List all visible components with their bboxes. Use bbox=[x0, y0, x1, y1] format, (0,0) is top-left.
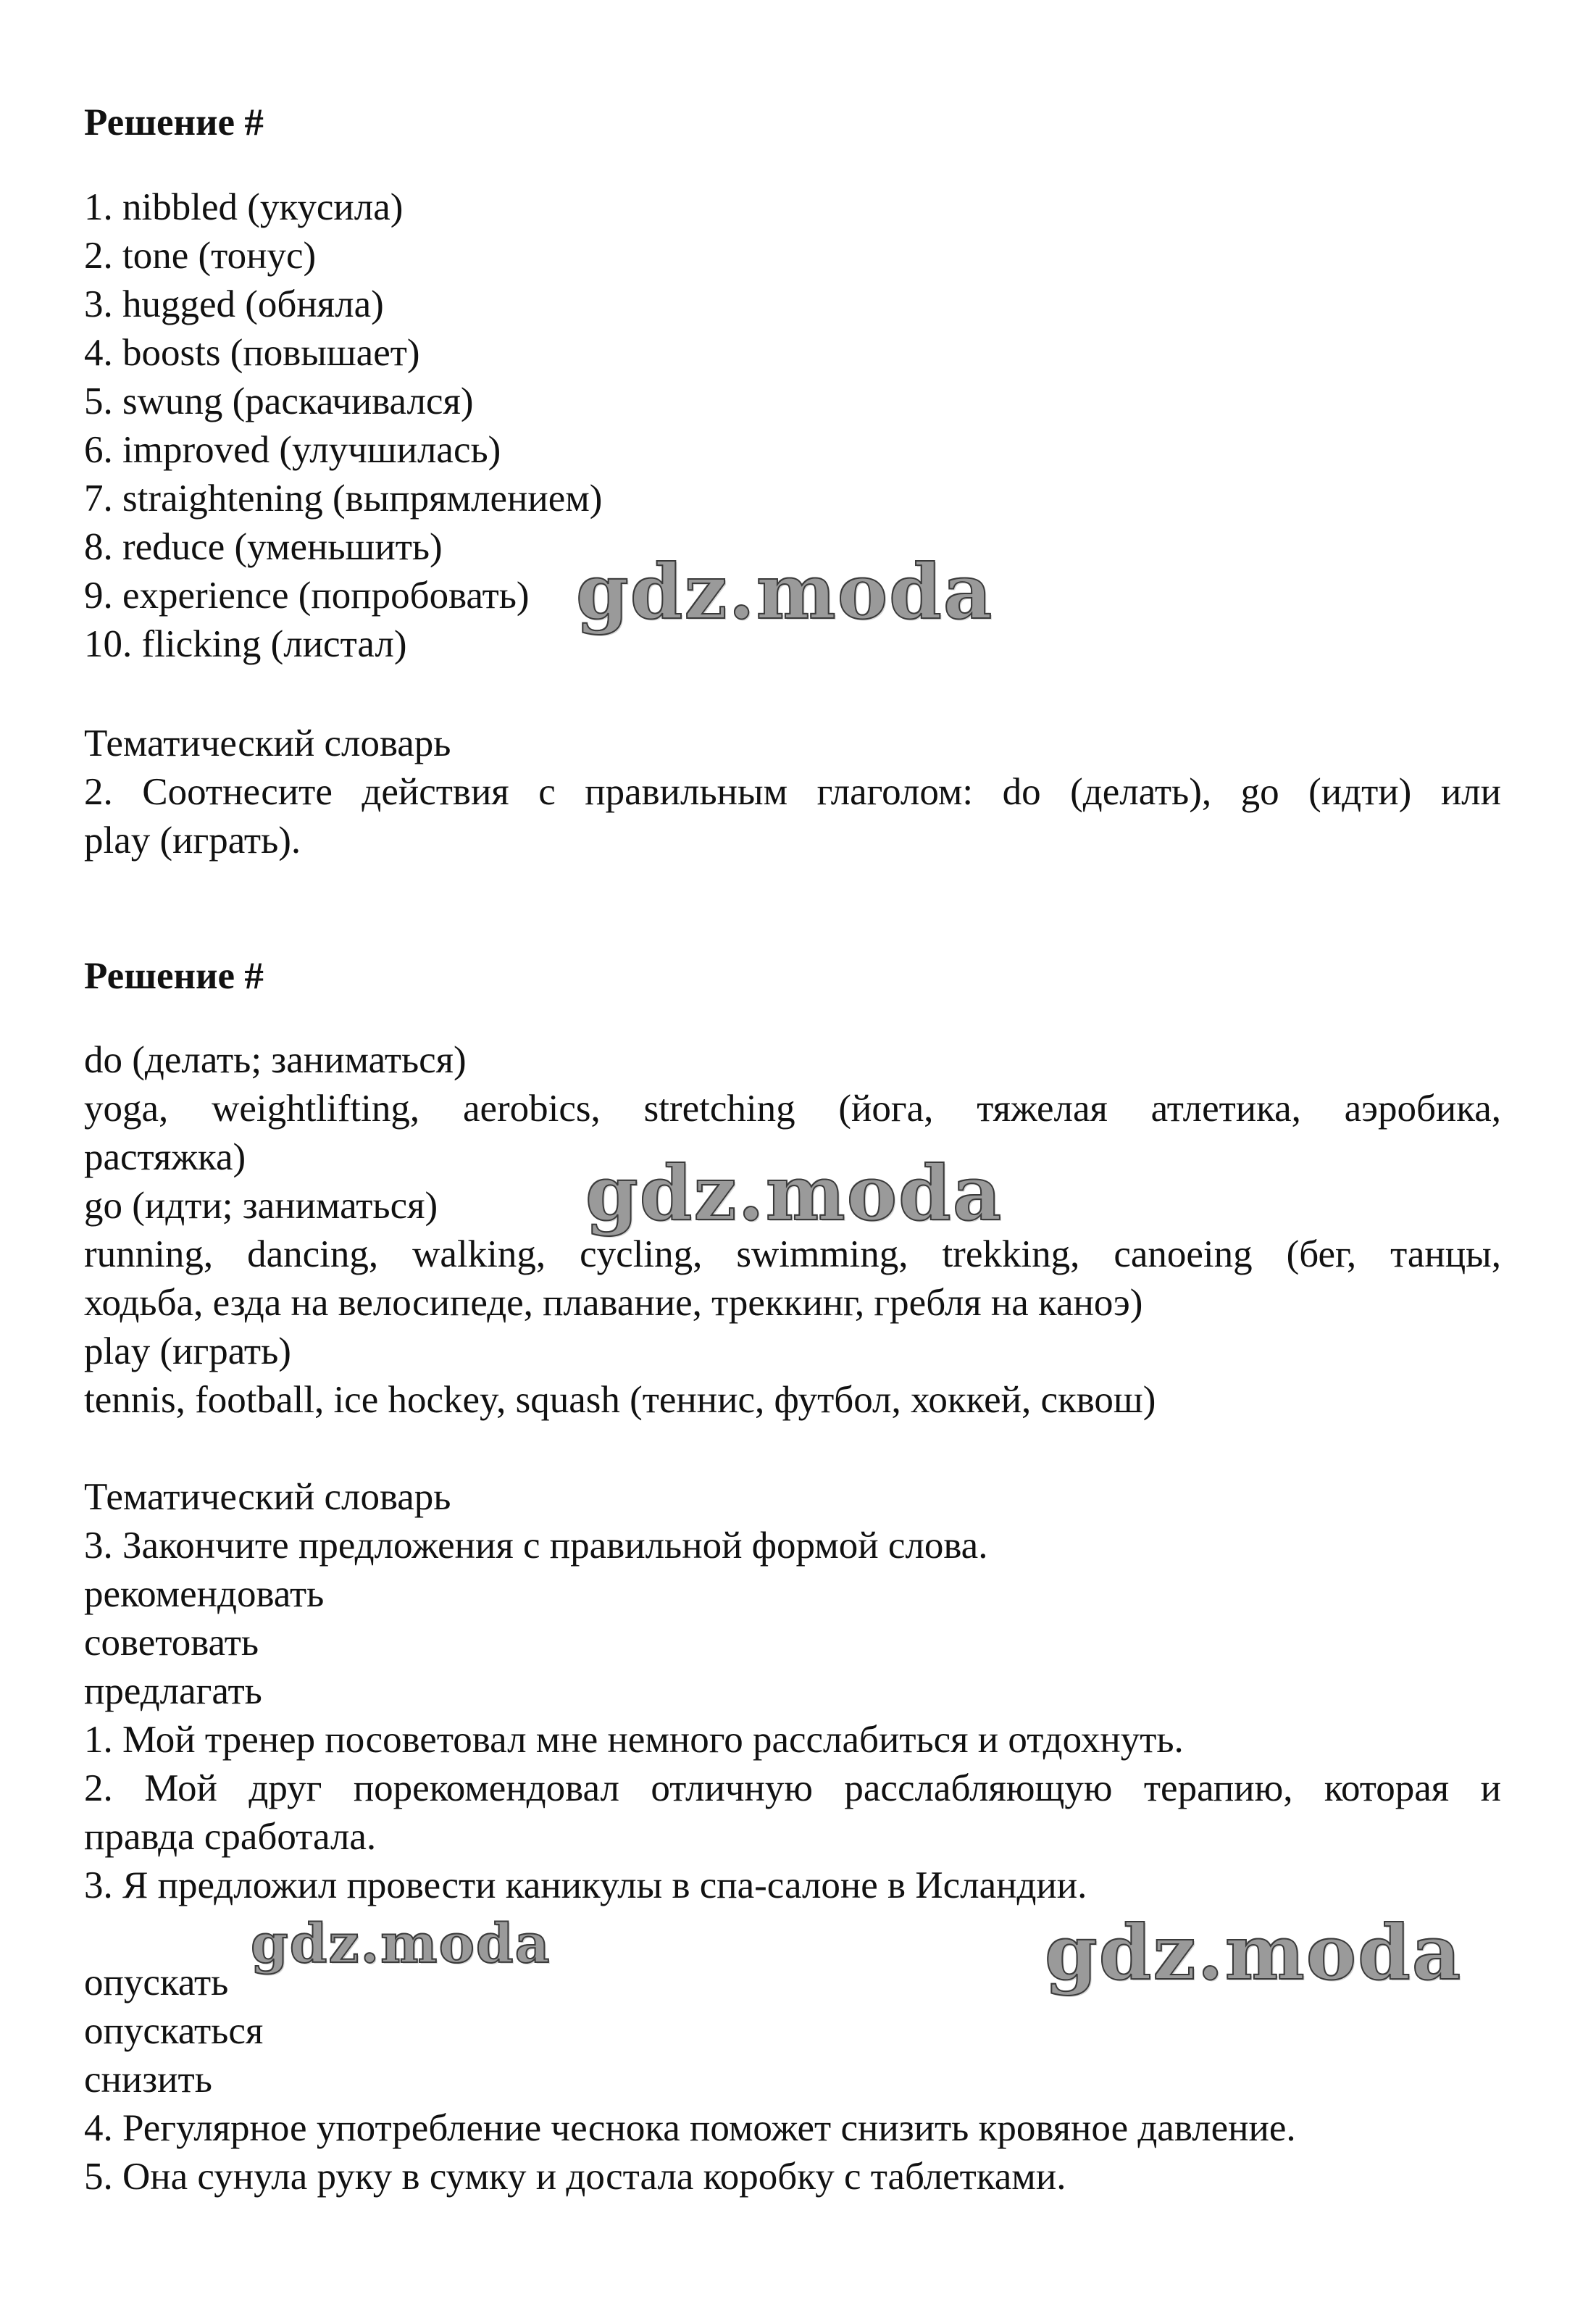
answer-item: 9. experience (попробовать) bbox=[84, 575, 530, 617]
answer-item: 6. improved (улучшилась) bbox=[84, 429, 501, 471]
answer-item: 4. boosts (повышает) bbox=[84, 332, 420, 374]
answer-item: 1. nibbled (укусила) bbox=[84, 186, 404, 228]
play-label: play (играть) bbox=[84, 1330, 291, 1372]
word-option: опускаться bbox=[84, 2010, 264, 2052]
do-label: do (делать; заниматься) bbox=[84, 1039, 467, 1081]
answer-item: 2. tone (тонус) bbox=[84, 235, 317, 277]
go-items-line-1: running, dancing, walking, cycling, swimming, trekking, canoeing (бег, танцы, bbox=[84, 1233, 1501, 1275]
sentence-5: 5. Она сунула руку в сумку и достала коробку с таблетками. bbox=[84, 2156, 1066, 2198]
task-3: 3. Закончите предложения с правильной формой слова. bbox=[84, 1525, 988, 1567]
vocab-title-2: Тематический словарь bbox=[84, 1476, 451, 1518]
solution-heading-1: Решение # bbox=[84, 101, 264, 143]
play-items: tennis, football, ice hockey, squash (теннис, футбол, хоккей, сквош) bbox=[84, 1379, 1156, 1421]
answer-item: 8. reduce (уменьшить) bbox=[84, 526, 443, 568]
answer-item: 5. swung (раскачивался) bbox=[84, 380, 474, 422]
word-option: опускать bbox=[84, 1961, 229, 2003]
sentence-3: 3. Я предложил провести каникулы в спа-салоне в Исландии. bbox=[84, 1864, 1087, 1906]
watermark-logo: gdz.moda bbox=[576, 547, 994, 636]
do-items-line-1: yoga, weightlifting, aerobics, stretching (йога, тяжелая атлетика, аэробика, bbox=[84, 1088, 1501, 1130]
task-2-line-2: play (играть). bbox=[84, 820, 301, 862]
sentence-1: 1. Мой тренер посоветовал мне немного расслабиться и отдохнуть. bbox=[84, 1719, 1184, 1761]
watermark-logo: gdz.moda bbox=[585, 1148, 1003, 1238]
solution-heading-2: Решение # bbox=[84, 955, 264, 997]
sentence-2-line-2: правда сработала. bbox=[84, 1816, 377, 1858]
answer-item: 10. flicking (листал) bbox=[84, 623, 407, 665]
sentence-2-line-1: 2. Мой друг порекомендовал отличную расслабляющую терапию, которая и bbox=[84, 1767, 1501, 1809]
word-option: предлагать bbox=[84, 1670, 262, 1712]
go-label: go (идти; заниматься) bbox=[84, 1185, 438, 1227]
word-option: снизить bbox=[84, 2059, 212, 2101]
answer-item: 7. straightening (выпрямлением) bbox=[84, 478, 603, 520]
go-items-line-2: ходьба, езда на велосипеде, плавание, треккинг, гребля на каноэ) bbox=[84, 1282, 1143, 1324]
watermark-logo: gdz.moda bbox=[1045, 1908, 1463, 1997]
answer-item: 3. hugged (обняла) bbox=[84, 283, 384, 325]
watermark-logo: gdz.moda bbox=[251, 1913, 551, 1975]
word-option: рекомендовать bbox=[84, 1573, 325, 1615]
do-items-line-2: растяжка) bbox=[84, 1136, 246, 1178]
sentence-4: 4. Регулярное употребление чеснока поможет снизить кровяное давление. bbox=[84, 2107, 1296, 2149]
vocab-title-1: Тематический словарь bbox=[84, 722, 451, 764]
word-option: советовать bbox=[84, 1622, 259, 1664]
task-2-line-1: 2. Соотнесите действия с правильным глаголом: do (делать), go (идти) или bbox=[84, 771, 1501, 813]
